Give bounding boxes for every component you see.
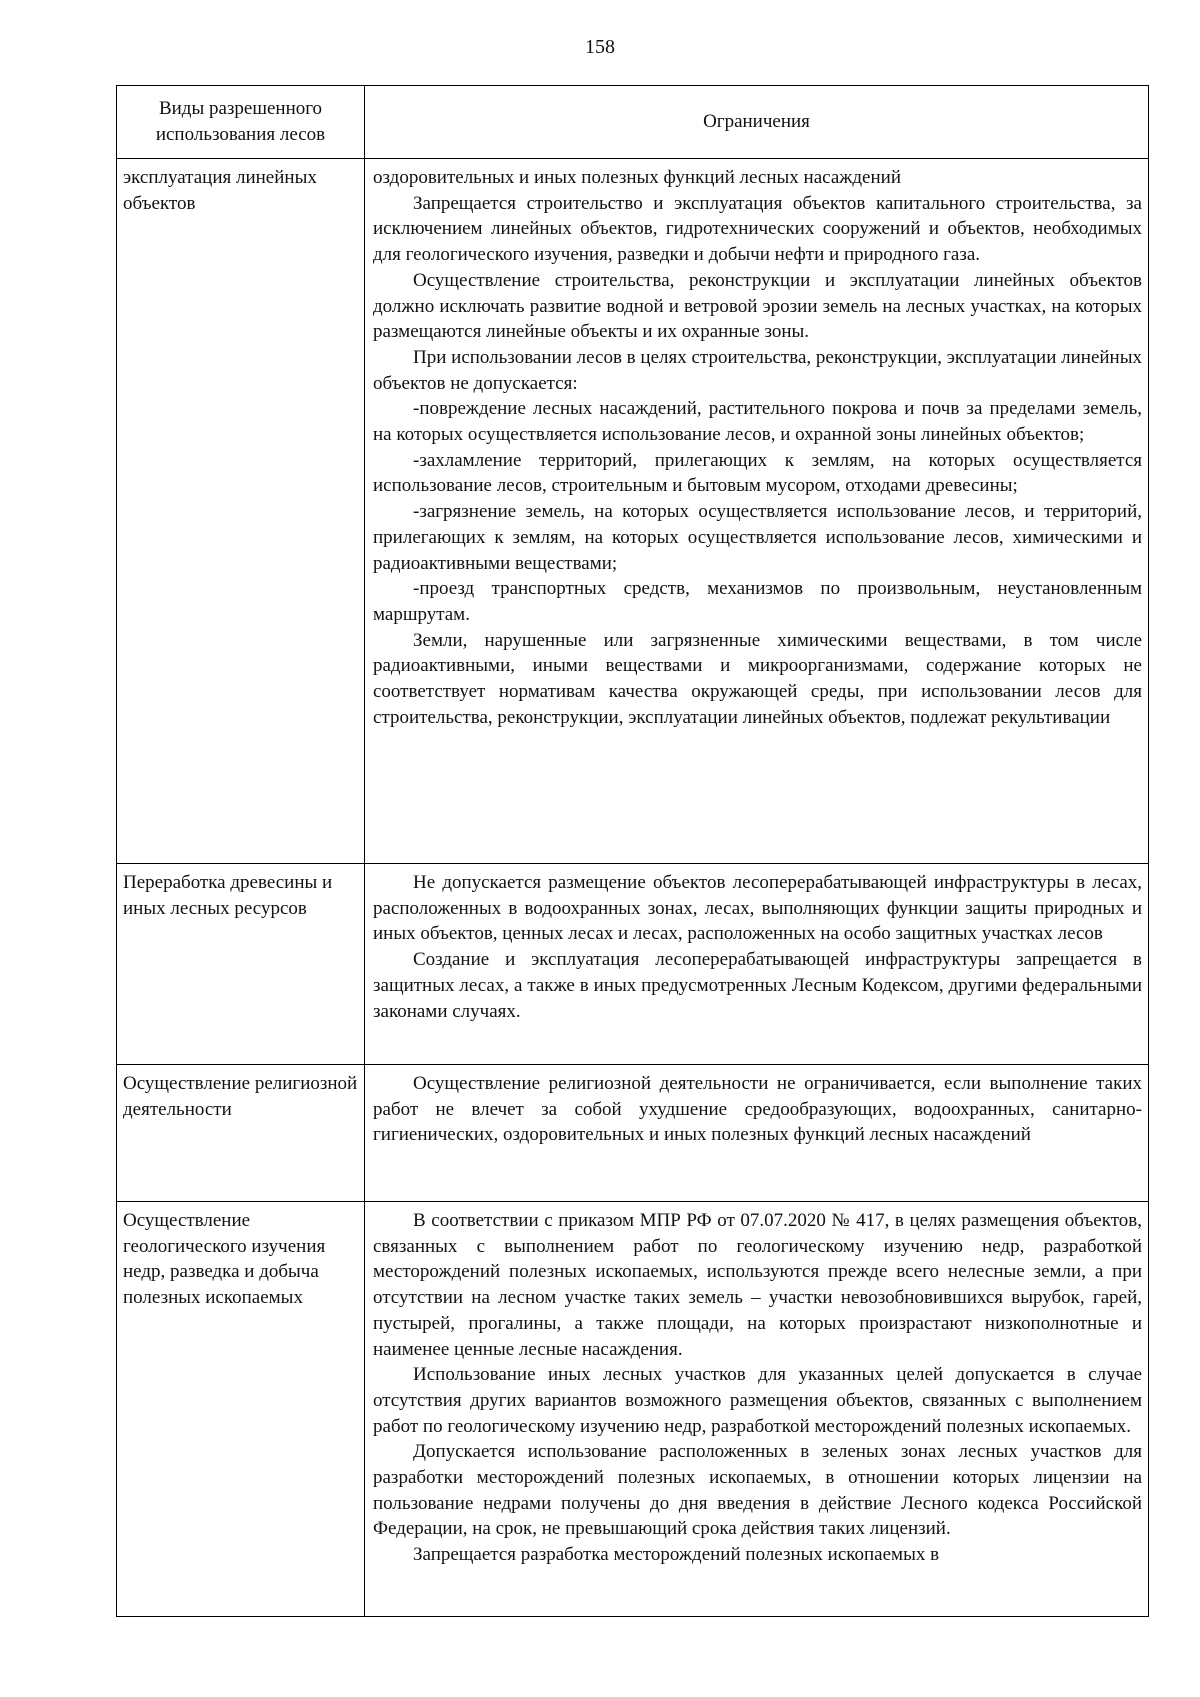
restriction-paragraph: -повреждение лесных насаждений, растительного покрова и почв за пределами земель, на которых осуществляется использование лесов, и охранной зоны линейных объектов;: [373, 398, 1142, 446]
restriction-paragraph: Земли, нарушенные или загрязненные химическими веществами, в том числе радиоактивными, иными веществами и микроорганизмами, содержание которых не соответствует нормативам качества окружающей среды, при использовании лесов для строительства, реконструкции, эксплуатации линейных объектов, подлежат рекультивации: [373, 629, 1142, 728]
restriction-paragraph: -захламление территорий, прилегающих к землям, на которых осуществляется использование лесов, строительным и бытовым мусором, отходами древесины;: [373, 449, 1142, 497]
row-use-type: Осуществление геологического изучения недр, разведка и добыча полезных ископаемых: [117, 1202, 365, 1617]
row-use-type: эксплуатация линейных объектов: [117, 159, 365, 864]
restriction-paragraph: Осуществление строительства, реконструкции и эксплуатации линейных объектов должно исключать развитие водной и ветровой эрозии земель на лесных участках, на которых размещаются линейные объекты и их охранные зоны.: [373, 269, 1142, 343]
restriction-paragraph: Запрещается разработка месторождений полезных ископаемых в: [413, 1544, 940, 1566]
table-row: [117, 159, 1149, 864]
page-number: 158: [585, 36, 615, 58]
row-restrictions: [365, 159, 1149, 864]
restriction-paragraph: Не допускается размещение объектов лесоперерабатывающей инфраструктуры в лесах, расположенных в водоохранных зонах, лесах, выполняющих функции защиты природных и иных объектов, ценных лесах и лесах, расположенных на особо защитных участках лесов: [373, 872, 1142, 945]
restriction-paragraph: Допускается использование расположенных в зеленых зонах лесных участков для разработки месторождений полезных ископаемых, в отношении которых лицензии на пользование недрами получены до дня введения в действие Лесного кодекса Российской Федерации, на срок, не превышающий срока действия таких лицензий.: [373, 1441, 1142, 1540]
row-restrictions: [365, 1065, 1149, 1202]
restriction-paragraph: оздоровительных и иных полезных функций лесных насаждений: [373, 167, 901, 188]
row-restrictions: [365, 864, 1149, 1065]
restriction-paragraph: В соответствии с приказом МПР РФ от 07.07.2020 № 417, в целях размещения объектов, связанных с выполнением работ по геологическому изучению недр, разработкой месторождений полезных ископаемых, используются прежде всего нелесные земли, а при отсутствии на лесном участке таких земель – участки невозобновившихся вырубок, гарей, пустырей, прогалины, а также площади, на которых произрастают низкополнотные и наименее ценные лесные насаждения.: [373, 1210, 1142, 1360]
restrictions-table: [116, 85, 1149, 1617]
table-row: [117, 1202, 1149, 1617]
restriction-paragraph: Создание и эксплуатация лесоперерабатывающей инфраструктуры запрещается в защитных лесах, а также в иных предусмотренных Лесным Кодексом, другими федеральными законами случаях.: [373, 949, 1142, 1022]
restriction-paragraph: Запрещается строительство и эксплуатация объектов капитального строительства, за исключением линейных объектов, гидротехнических сооружений и объектов, необходимых для геологического изучения, разведки и добычи нефти и природного газа.: [373, 192, 1142, 266]
row-use-type: Осуществление религиозной деятельности: [117, 1065, 365, 1202]
restriction-paragraph: При использовании лесов в целях строительства, реконструкции, эксплуатации линейных объектов не допускается:: [373, 346, 1142, 394]
table-header-row: [117, 86, 1149, 159]
table-row: [117, 864, 1149, 1065]
row-use-type: Переработка древесины и иных лесных ресурсов: [117, 864, 365, 1065]
row-restrictions: [365, 1202, 1149, 1617]
restriction-paragraph: -загрязнение земель, на которых осуществляется использование лесов, и территорий, прилегающих к землям, на которых осуществляется использование лесов, химическими и радиоактивными веществами;: [373, 501, 1142, 574]
header-forest-use-types: Виды разрешенного использования лесов: [117, 86, 365, 159]
restriction-paragraph: -проезд транспортных средств, механизмов по произвольным, неустановленным маршрутам.: [373, 578, 1142, 625]
restriction-paragraph: Использование иных лесных участков для указанных целей допускается в случае отсутствия других вариантов возможного размещения объектов, связанных с выполнением работ по геологическому изучению недр, разработкой месторождений полезных ископаемых.: [373, 1364, 1142, 1437]
table-row: [117, 1065, 1149, 1202]
restriction-paragraph: Осуществление религиозной деятельности не ограничивается, если выполнение таких работ не влечет за собой ухудшение средообразующих, водоохранных, санитарно-гигиенических, оздоровительных и иных полезных функций лесных насаждений: [373, 1073, 1142, 1146]
header-restrictions: Ограничения: [365, 86, 1149, 159]
